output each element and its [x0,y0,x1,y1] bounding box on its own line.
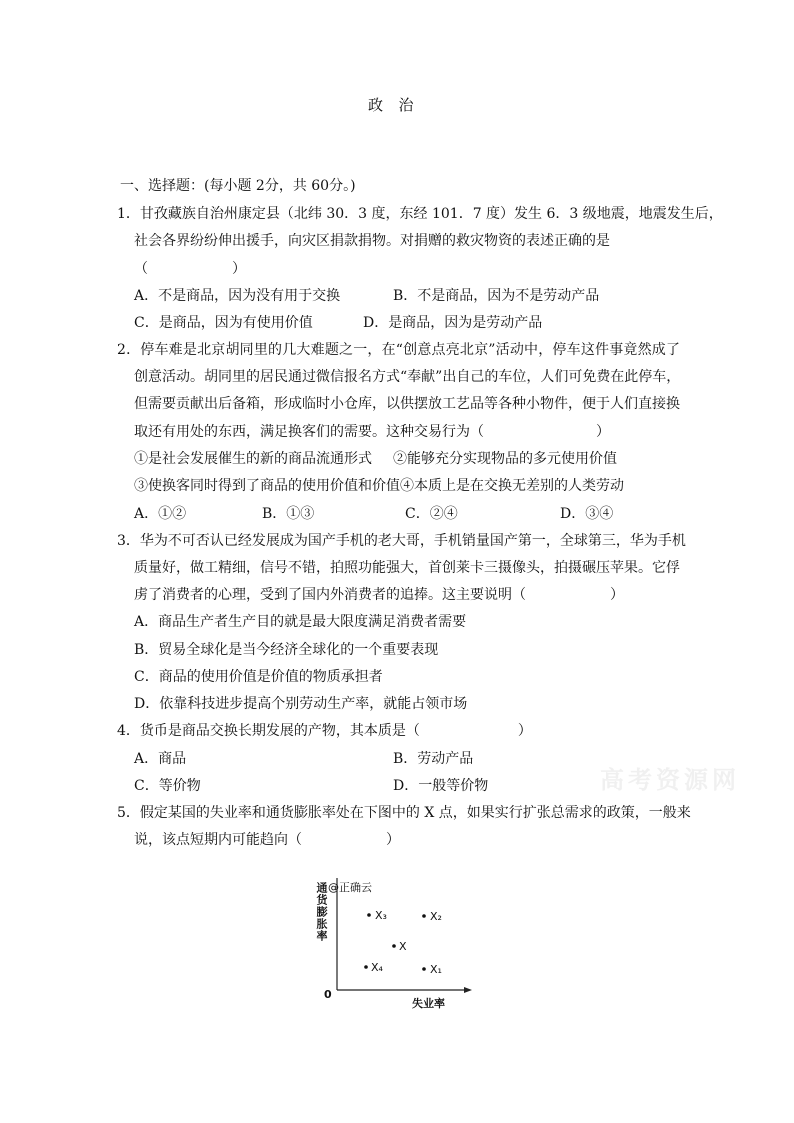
point-x4-dot [364,965,368,969]
option-c: C．②④ [405,506,458,522]
question-line: 但需要贡献出后备箱，形成临时小仓库，以供摆放工艺品等各种小物件，便于人们直接换 [134,396,680,412]
option-d: D．一般等价物 [393,778,489,794]
point-x3-dot [367,913,371,917]
point-x1-label: X₁ [430,963,442,976]
statement-4: ④本质上是在交换无差别的人类劳动 [400,478,624,494]
point-x-dot [392,944,396,948]
question-line: 创意活动。胡同里的居民通过微信报名方式“奉献”出自己的车位，人们可免费在此停车， [134,369,681,385]
option-b: B．贸易全球化是当今经济全球化的一个重要表现 [134,642,439,658]
statement-line [134,477,624,495]
question-line: 虏了消费者的心理，受到了国内外消费者的追捧。这主要说明（ ） [134,587,624,603]
statement-1: ①是社会发展催生的新的商品流通形式 [134,451,372,467]
statement-3: ③使换客同时得到了商品的使用价值和价值 [134,478,400,494]
question-line: 说，该点短期内可能趋向（ ） [134,832,400,848]
point-x-label: X [399,940,407,953]
option-a: A．商品生产者生产目的就是最大限度满足消费者需要 [134,614,467,630]
x-axis-arrow-icon [464,987,472,993]
statement-2: ②能够充分实现物品的多元使用价值 [393,451,617,467]
option-d: D．是商品，因为是劳动产品 [363,315,543,331]
option-b: B．劳动产品 [393,751,474,767]
watermark: 高考资源网 [600,766,740,794]
option-c: C．商品的使用价值是价值的物质承担者 [134,669,383,685]
question-line: 5．假定某国的失业率和通货膨胀率处在下图中的 X 点，如果实行扩张总需求的政策，一般来 [117,805,691,821]
option-a: A．①② [134,506,187,522]
question-line: 1．甘孜藏族自治州康定县（北纬 30．3 度，东经 101．7 度）发生 6．3 级地震，地震发生后， [117,206,723,222]
point-x3-label: X₃ [375,909,387,922]
section-heading: 一、选择题：(每小题 2分，共 60分。) [120,178,356,194]
page-title: 政 治 [368,96,416,114]
option-b: B．①③ [262,506,315,522]
origin-label: 0 [324,988,332,1001]
option-c: C．等价物 [134,778,201,794]
option-d: D．③④ [560,506,614,522]
option-d: D．依靠科技进步提高个别劳动生产率，就能占领市场 [134,696,468,712]
question-line: 取还有用处的东西，满足换客们的需要。这种交易行为（ ） [134,424,610,440]
option-b: B．不是商品，因为不是劳动产品 [393,288,600,304]
option-a: A．不是商品，因为没有用于交换 [134,288,341,304]
point-x1-dot [422,967,426,971]
y-axis-label: 通货膨胀率 [315,882,328,942]
question-line: 3．华为不可否认已经发展成为国产手机的老大哥，手机销量国产第一，全球第三，华为手机 [117,533,686,549]
point-x2-dot [422,914,426,918]
point-x2-label: X₂ [430,910,442,923]
x-axis-label: 失业率 [412,997,445,1010]
question-line: 4．货币是商品交换长期发展的产物，其本质是（ ） [117,723,532,739]
point-x4-label: X₄ [371,961,383,974]
answer-blank: （ ） [134,261,246,277]
question-line: 2．停车难是北京胡同里的几大难题之一，在“创意点亮北京”活动中，停车这件事竟然成了 [117,342,680,358]
option-a: A．商品 [134,751,187,767]
option-c: C．是商品，因为有使用价值 [134,315,313,331]
question-line: 质量好，做工精细，信号不错，拍照功能强大，首创莱卡三摄像头，拍摄碾压苹果。它俘 [134,560,680,576]
question-line: 社会各界纷纷伸出援手，向灾区捐款捐物。对捐赠的救灾物资的表述正确的是 [134,233,610,249]
figure-watermark: @正确云 [328,881,372,894]
